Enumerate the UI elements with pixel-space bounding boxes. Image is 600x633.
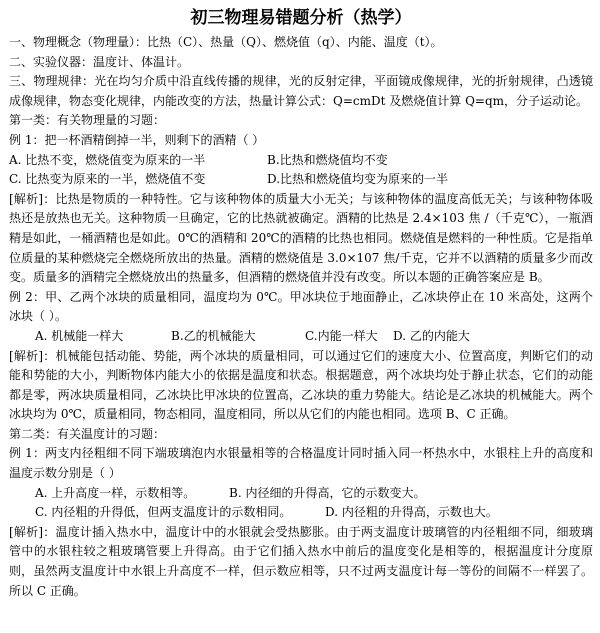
example1-analysis: [解析]：比热是物质的一种特性。它与该种物体的质量大小无关；与该种物体的温度高低无关；与该种物体吸热还是放热也无关。这种物质一旦确定，它的比热就被确定。酒精的比热是 2.4×103 焦 /（千克℃），一瓶酒精是如此，一桶酒精也是如此。0℃的酒精和 20℃的酒精的比热也相同。燃烧值是燃料的一种性质。它是指单位质量的某种燃烧完全燃烧所放出的热量。酒精的燃烧值是 3.0×107 焦/千克，它并不以酒精的质量多少而改变。质量多的酒精完全燃烧放出的热量多，但酒精的燃烧值并没有改变。所以本题的正确答案应是 B。: [9, 191, 593, 285]
thermometer-analysis: [解析]：温度计插入热水中，温度计中的水银就会受热膨胀。由于两支温度计玻璃管的内径粗细不同，细玻璃管中的水银柱较之粗玻璃管要上升得高。由于它们插入热水中前后的温度变化是相等的，根据温度计分度原则，虽然两支温度计中水银上升高度不一样，但示数应相等，只不过两支温度计每一等份的间隔不一样罢了。所以 C 正确。: [9, 524, 593, 598]
example1-option-a: A. 比热不变，燃烧值变为原来的一半: [9, 152, 206, 167]
example1-option-b: B.比热和燃烧值均不变: [267, 152, 388, 167]
example1-options-row1: [9, 151, 593, 171]
thermometer-options-row1: [9, 484, 593, 504]
thermometer-question: 例 1：两支内径粗细不同下端玻璃泡内水银量相等的合格温度计同时插入同一杯热水中，水银柱上升的高度和温度示数分别是（ ）: [9, 446, 593, 481]
example2-option-d: D. 乙的内能大: [393, 328, 470, 343]
section1-heading: 第一类：有关物理量的习题：: [9, 113, 166, 128]
example2-analysis: [解析]：机械能包括动能、势能，两个冰块的质量相同，可以通过它们的速度大小、位置高度，判断它们的动能和势能的大小，判断物体内能大小的依据是温度和状态。根据题意，两个冰块均处于静止状态，它们的动能都是零，两冰块质量相同，乙冰块比甲冰块的位置高，乙冰块的重力势能大。结论是乙冰块的机械能大。两个冰块均为 0℃，质量相同，物态相同，温度相同，所以从它们的内能也相同。选项 B、C 正确。: [9, 348, 593, 422]
thermometer-options-row2: [9, 503, 593, 523]
thermometer-option-c: C. 内径粗的升得低，但两支温度计的示数相同。: [35, 505, 292, 520]
example1-option-c: C. 比热变为原来的一半，燃烧值不变: [9, 172, 206, 187]
page-title: 初三物理易错题分析（热学）: [190, 8, 412, 28]
example1-option-d: D.比热和燃烧值均变为原来的一半: [267, 172, 449, 187]
example2-option-b: B.乙的机械能大: [171, 328, 256, 343]
example2-option-a: A. 机械能一样大: [35, 328, 124, 343]
example1-question: 例 1：把一杯酒精倒掉一半，则剩下的酒精（ ）: [9, 132, 265, 147]
intro-concepts: 一、物理概念（物理量）：比热（C）、热量（Q）、燃烧值（q）、内能、温度（t）。: [9, 35, 443, 49]
thermometer-option-a: A. 上升高度一样，示数相等。: [35, 485, 196, 500]
section2-heading: 第二类：有关温度计的习题：: [9, 426, 166, 441]
example1-options-row2: [9, 170, 593, 190]
example2-question: 例 2：甲、乙两个冰块的质量相同，温度均为 0℃。甲冰块位于地面静止，乙冰块停止在 10 米高处，这两个冰块（ ）。: [9, 289, 593, 324]
intro-instruments: 二、实验仪器：温度计、体温计。: [9, 54, 190, 69]
thermometer-option-d: D. 内径粗的升得高，示数也大。: [325, 505, 498, 520]
example2-options: [9, 327, 593, 347]
intro-laws: 三、物理规律：光在均匀介质中沿直线传播的规律，光的反射定律，平面镜成像规律，光的折射规律，凸透镜成像规律，物态变化规律，内能改变的方法，热量计算公式：Q=cmDt 及燃烧值计算 Q=qm，分子运动论。: [9, 74, 593, 108]
example2-option-c: C.内能一样大: [305, 328, 378, 343]
thermometer-option-b: B. 内径细的升得高，它的示数变大。: [229, 485, 426, 500]
